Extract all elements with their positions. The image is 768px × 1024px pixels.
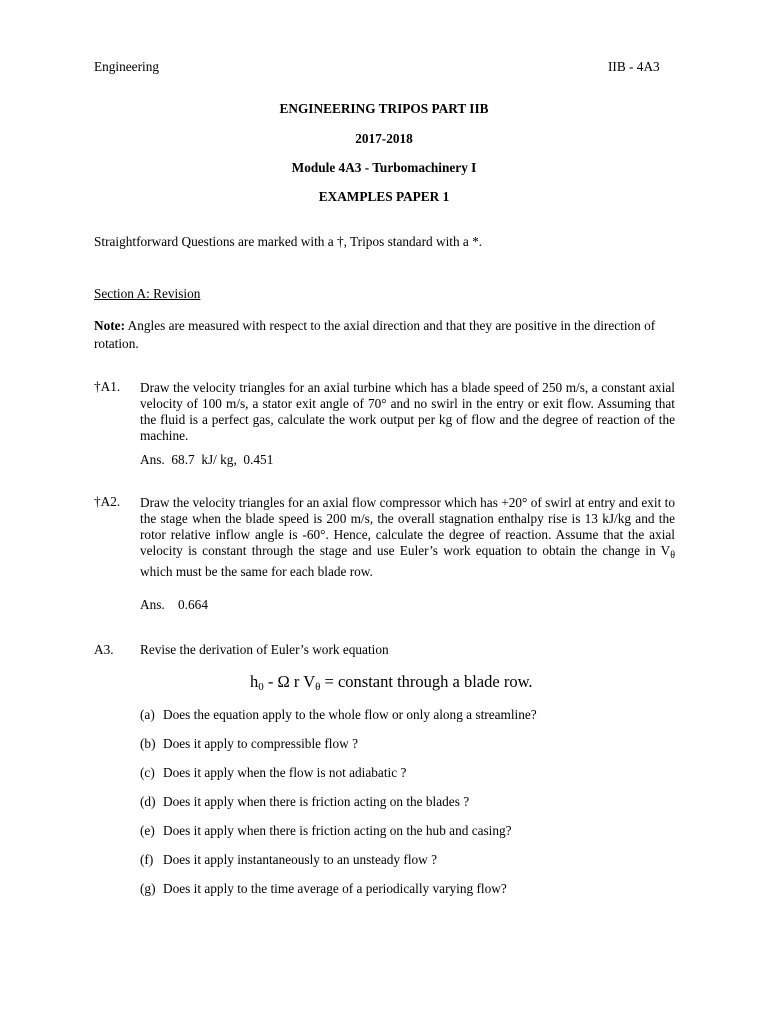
question-a2-text-main: Draw the velocity triangles for an axial flow compressor which has +20° of swirl at entry and exit to the stage when the blade speed is 200 m/s, the overall stagnation enthalpy rise is 13 kJ/kg and the rotor relative inflow angle is -60°. Hence, calculate the degree of reaction. Assume that the axial velocity is constant through the stage and use Euler’s work equation to obtain the change in V <box>140 495 675 558</box>
list-item <box>140 882 507 897</box>
title-tripos: ENGINEERING TRIPOS PART IIB <box>279 101 489 116</box>
part-text: Does it apply when there is friction acting on the hub and casing? <box>163 823 512 838</box>
part-text: Does it apply instantaneously to an unsteady flow ? <box>163 852 438 867</box>
list-item <box>140 824 512 839</box>
theta-subscript: θ <box>670 550 675 561</box>
title-module: Module 4A3 - Turbomachinery I <box>291 160 477 175</box>
part-label: (f) <box>140 852 154 867</box>
euler-equation <box>250 673 533 693</box>
part-label: (g) <box>140 881 156 896</box>
part-text: Does it apply when the flow is not adiabatic ? <box>163 765 407 780</box>
eq-h: h <box>250 672 259 691</box>
eq-v-sub: θ <box>315 681 321 693</box>
part-label: (e) <box>140 823 155 838</box>
part-text: Does it apply to the time average of a periodically varying flow? <box>163 881 507 896</box>
question-a1-answer: Ans. 68.7 kJ/ kg, 0.451 <box>140 452 274 467</box>
question-a2-number: †A2. <box>94 494 121 509</box>
intro-text: Straightforward Questions are marked with a †, Tripos standard with a *. <box>94 234 483 249</box>
part-text: Does it apply to compressible flow ? <box>163 736 358 751</box>
list-item <box>140 853 437 868</box>
title-year: 2017-2018 <box>355 131 413 146</box>
question-a3-text: Revise the derivation of Euler’s work equation <box>140 642 389 657</box>
list-item <box>140 766 406 781</box>
eq-h-sub: 0 <box>258 681 264 693</box>
part-label: (c) <box>140 765 155 780</box>
question-a2-answer: Ans. 0.664 <box>140 597 208 612</box>
list-item <box>140 708 537 723</box>
question-a2-text-end: which must be the same for each blade row. <box>140 564 373 579</box>
part-label: (b) <box>140 736 156 751</box>
list-item <box>140 795 469 810</box>
part-text: Does the equation apply to the whole flow or only along a streamline? <box>163 707 537 722</box>
section-a-heading: Section A: Revision <box>94 286 201 301</box>
note-label: Note: <box>94 318 126 333</box>
question-a1-number: †A1. <box>94 379 121 394</box>
header-left: Engineering <box>94 59 159 74</box>
title-paper: EXAMPLES PAPER 1 <box>318 189 450 204</box>
question-a2-text <box>140 495 675 580</box>
eq-middle: - Ω r V <box>263 672 316 691</box>
part-text: Does it apply when there is friction acting on the blades ? <box>163 794 470 809</box>
section-a-note <box>94 317 675 353</box>
part-label: (a) <box>140 707 155 722</box>
header-right: IIB - 4A3 <box>608 59 660 74</box>
list-item <box>140 737 358 752</box>
question-a1-text: Draw the velocity triangles for an axial turbine which has a blade speed of 250 m/s, a constant axial velocity of 100 m/s, a stator exit angle of 70° and no swirl in the entry or exit flow. Assuming that the fluid is a perfect gas, calculate the work output per kg of flow and the degree of reaction of the machine. <box>140 380 675 443</box>
eq-rest: = constant through a blade row. <box>320 672 533 691</box>
part-label: (d) <box>140 794 156 809</box>
note-text: Angles are measured with respect to the axial direction and that they are positive in the direction of rotation. <box>94 318 656 351</box>
question-a3-number: A3. <box>94 642 114 657</box>
